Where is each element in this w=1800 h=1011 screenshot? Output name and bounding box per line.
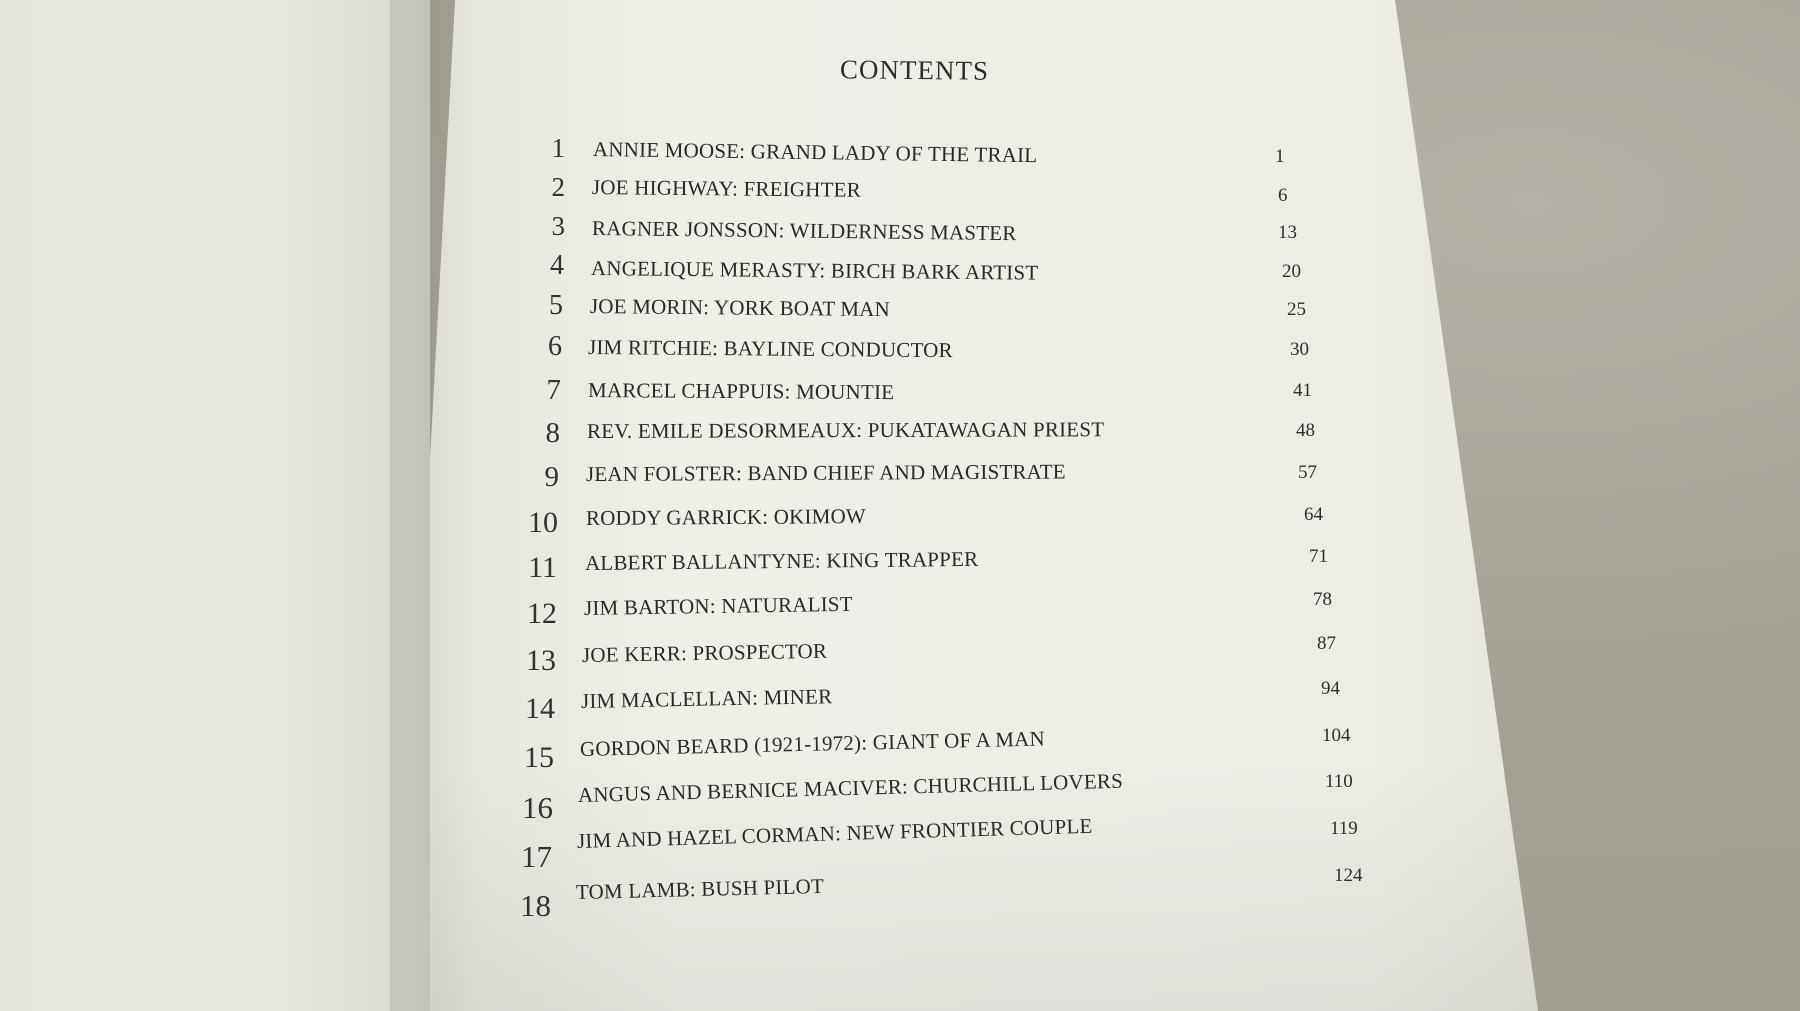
toc-entry-title: ANGELIQUE MERASTY: BIRCH BARK ARTIST [590,256,1039,285]
toc-entry-title: JOE MORIN: YORK BOAT MAN [589,294,891,322]
toc-entry-page: 104 [1322,725,1351,746]
toc-entry-number: 8 [545,417,560,449]
toc-entry-page: 25 [1287,299,1306,320]
toc-entry-page: 78 [1313,589,1332,610]
toc-entry-page: 1 [1275,146,1285,167]
toc-entry-title: RODDY GARRICK: OKIMOW [585,504,866,530]
toc-entry-title: ANNIE MOOSE: GRAND LADY OF THE TRAIL [592,137,1038,168]
page-title: CONTENTS [839,54,990,86]
toc-entry-title: JOE KERR: PROSPECTOR [581,638,828,667]
toc-entry-title: TOM LAMB: BUSH PILOT [575,873,825,904]
toc-entry-number: 13 [526,644,556,677]
toc-entry-number: 6 [548,331,562,362]
toc-entry-page: 13 [1278,222,1297,243]
toc-entry-number: 10 [528,506,558,539]
toc-entry-page: 71 [1309,546,1328,567]
toc-entry-title: REV. EMILE DESORMEAUX: PUKATAWAGAN PRIEST [586,417,1105,443]
toc-entry-title: JIM BARTON: NATURALIST [583,591,853,620]
toc-entry-number: 12 [527,597,557,630]
toc-entry-number: 3 [551,211,565,241]
toc-entry-number: 11 [528,551,557,584]
toc-entry-title: JOE HIGHWAY: FREIGHTER [591,175,861,202]
toc-entry-title: GORDON BEARD (1921-1972): GIANT OF A MAN [579,726,1046,761]
toc-entry-number: 2 [551,172,565,202]
toc-entry-title: MARCEL CHAPPUIS: MOUNTIE [587,378,895,405]
toc-entry-page: 124 [1334,865,1363,886]
toc-entry-title: JIM MACLELLAN: MINER [580,684,833,713]
toc-entry-page: 57 [1298,462,1317,483]
toc-entry-number: 5 [549,290,563,321]
toc-entry-title: JIM RITCHIE: BAYLINE CONDUCTOR [587,335,953,363]
toc-entry-number: 4 [550,250,564,281]
toc-entry-page: 6 [1278,185,1288,206]
toc-entry-title: ANGUS AND BERNICE MACIVER: CHURCHILL LOVERS [577,768,1124,807]
toc-entry-title: JIM AND HAZEL CORMAN: NEW FRONTIER COUPLE [576,813,1093,853]
toc-entry-number: 17 [521,839,552,874]
toc-entry-title: JEAN FOLSTER: BAND CHIEF AND MAGISTRATE [585,459,1066,486]
toc-entry-number: 7 [546,374,561,406]
toc-entry-number: 16 [522,790,553,825]
toc-entry-page: 94 [1321,678,1340,699]
toc-entry-number: 9 [544,461,559,493]
toc-entry-number: 1 [551,133,565,163]
toc-entry-page: 41 [1293,380,1312,401]
toc-entry-number: 14 [525,692,555,725]
toc-entry-page: 20 [1282,261,1301,282]
toc-entry-title: ALBERT BALLANTYNE: KING TRAPPER [584,546,979,575]
toc-entry-title: RAGNER JONSSON: WILDERNESS MASTER [591,216,1017,246]
toc-entry-page: 30 [1290,339,1309,360]
toc-entry-number: 15 [524,741,554,774]
toc-entry-page: 48 [1296,420,1315,441]
toc-entry-page: 64 [1304,504,1323,525]
toc-entry-page: 119 [1330,818,1358,839]
toc-entry-number: 18 [520,888,551,923]
toc-entry-page: 87 [1317,633,1336,654]
toc-entry-page: 110 [1325,771,1353,792]
